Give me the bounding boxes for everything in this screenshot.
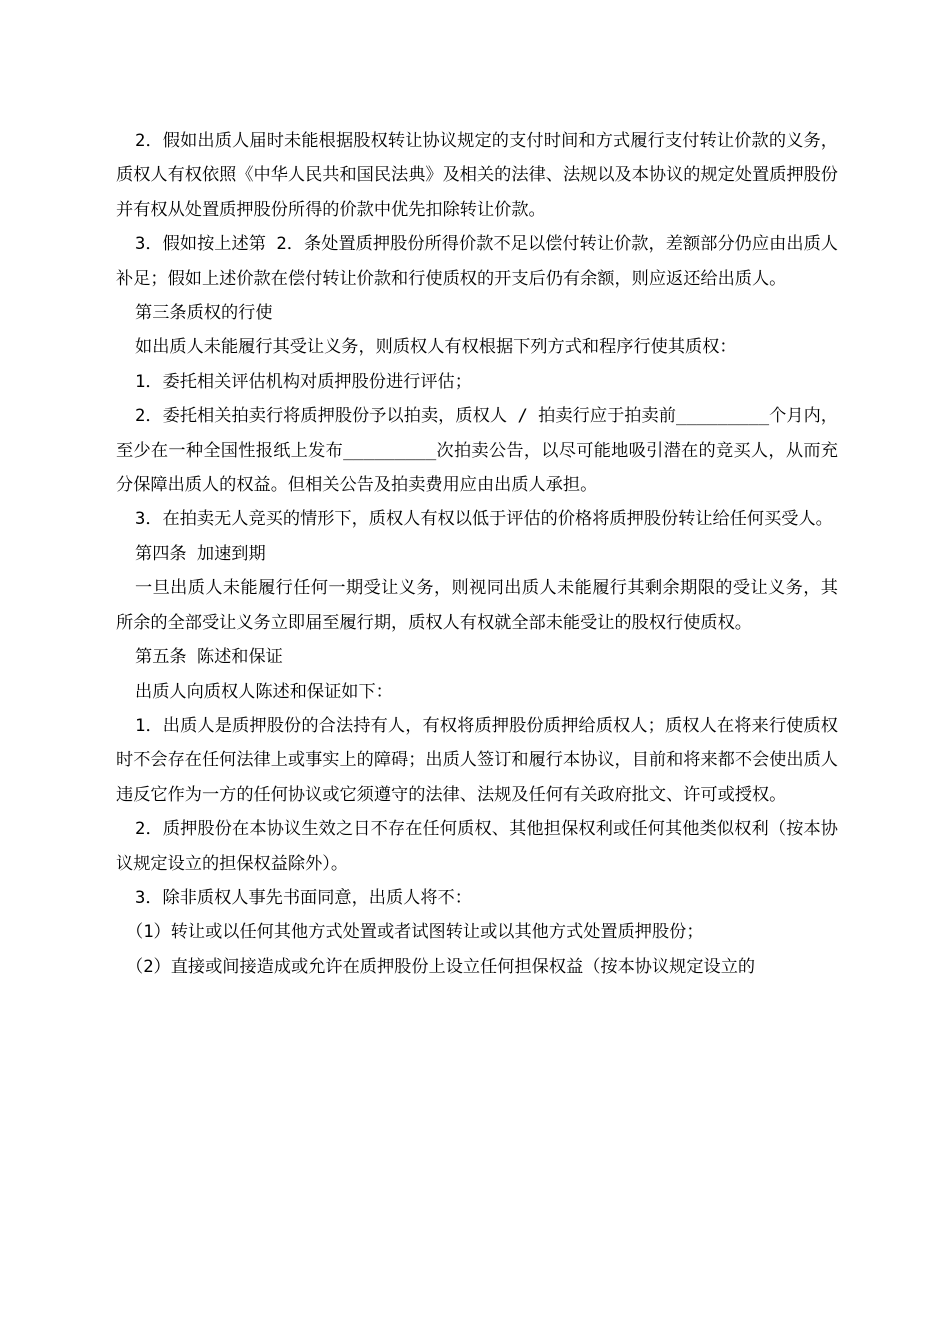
article-3-intro: 如出质人未能履行其受让义务，则质权人有权根据下列方式和程序行使其质权： (135, 337, 737, 358)
article-5-item-3: 3．除非质权人事先书面同意，出质人将不： (135, 887, 472, 908)
article-5-item-1: 1．出质人是质押股份的合法持有人，有权将质押股份质押给质权人；质权人在将来行使质权时不会存在任何法律上或事实上的障碍；出质人签订和履行本协议，目前和将来都不会使出质人违反它作为一方的任何协议或它须遵守的法律、法规及任何有关政府批文、许可或授权。 (116, 715, 838, 805)
article-5-item-2: 2．质押股份在本协议生效之日不存在任何质权、其他担保权利或任何其他类似权利（按本协议规定设立的担保权益除外）。 (116, 819, 838, 874)
article-3-heading: 第三条质权的行使 (135, 303, 273, 324)
article-5-heading: 第五条 陈述和保证 (135, 647, 283, 668)
clause-2-payment-default: 2．假如出质人届时未能根据股权转让协议规定的支付时间和方式履行支付转让价款的义务，质权人有权依照《中华人民共和国民法典》及相关的法律、法规以及本协议的规定处置质押股份并有权从处置质押股份所得的价款中优先扣除转让价款。 (116, 131, 838, 220)
document-body (116, 124, 838, 984)
article-3-item-3: 3．在拍卖无人竞买的情形下，质权人有权以低于评估的价格将质押股份转让给任何买受人。 (135, 509, 833, 530)
article-5-intro: 出质人向质权人陈述和保证如下： (135, 681, 393, 702)
article-4-heading: 第四条 加速到期 (135, 543, 266, 564)
clause-3-shortfall: 3．假如按上述第 2．条处置质押股份所得价款不足以偿付转让价款，差额部分仍应由出质人补足；假如上述价款在偿付转让价款和行使质权的开支后仍有余额，则应返还给出质人。 (116, 234, 838, 289)
article-4-body: 一旦出质人未能履行任何一期受让义务，则视同出质人未能履行其剩余期限的受让义务，其所余的全部受让义务立即届至履行期，质权人有权就全部未能受让的股权行使质权。 (116, 578, 838, 633)
article-5-item-3-sub-2: （2）直接或间接造成或允许在质押股份上设立任何担保权益（按本协议规定设立的 (126, 956, 756, 977)
article-3-item-2: 2．委托相关拍卖行将质押股份予以拍卖，质权人 / 拍卖行应于拍卖前_________个月内，至少在一种全国性报纸上发布_________次拍卖公告，以尽可能地吸引潜在的竞买人，从而充分保障出质人的权益。但相关公告及拍卖费用应由出质人承担。 (116, 406, 838, 496)
article-5-item-3-sub-1: （1）转让或以任何其他方式处置或者试图转让或以其他方式处置质押股份； (126, 922, 704, 943)
article-3-item-1: 1．委托相关评估机构对质押股份进行评估； (135, 371, 472, 392)
